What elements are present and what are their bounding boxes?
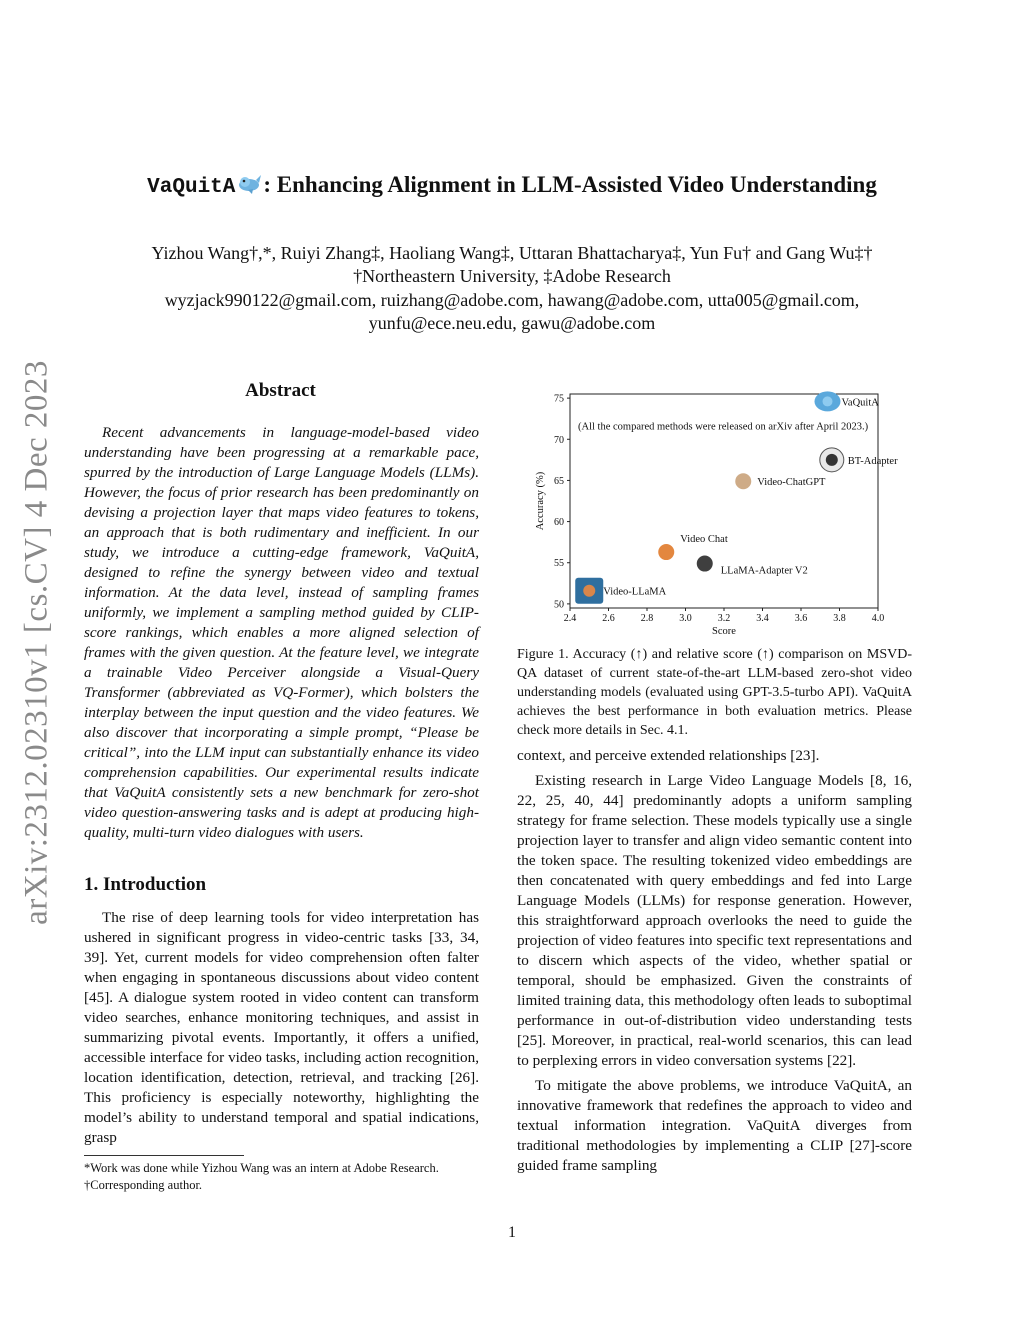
author-list: Yizhou Wang†,*, Ruiyi Zhang‡, Haoliang Wang‡, Uttaran Bhattacharya‡, Yun Fu† and Gang Wu‡† <box>151 243 873 263</box>
abstract-body <box>84 423 479 843</box>
data-point <box>658 544 674 560</box>
data-point-label: BT-Adapter <box>847 455 898 467</box>
y-tick-label: 75 <box>554 393 564 405</box>
intro-paragraph-2: Existing research in Large Video Language Models [8, 16, 22, 25, 40, 44] predominantly adopts a uniform sampling strategy for frame selection. These models typically use a single projection layer to transfer and align video semantic content into the token space. The resulting tokenized video embeddings are then concatenated with query embeddings and fed into Large Language Models (LLMs) for response generation. However, this straightforward approach overlooks the need to guide the projection of video features into specific text representations and to discern which aspects of the video, whether spatial or temporal, should be emphasized. Given the constraints of limited training data, this methodology often leads to suboptimal performance in out-of-distribution video understanding tests [25]. Moreover, in practical, real-world scenarios, this can lead to perplexing errors in video conversation systems [22]. <box>517 772 912 1069</box>
title-subtitle: : Enhancing Alignment in LLM-Assisted Video Understanding <box>263 172 877 197</box>
y-tick-label: 65 <box>554 475 564 487</box>
footnote-intern: *Work was done while Yizhou Wang was an intern at Adobe Research. <box>84 1161 439 1175</box>
chart-y-axis-label: Accuracy (%) <box>535 471 546 531</box>
chart-annotation: (All the compared methods were released on arXiv after April 2023.) <box>578 421 869 433</box>
intro-continuation: context, and perceive extended relationships [23]. <box>517 747 820 764</box>
x-tick-label: 4.0 <box>871 613 885 624</box>
data-point <box>583 585 595 597</box>
x-tick-label: 3.6 <box>794 613 808 624</box>
intro-paragraph-1: The rise of deep learning tools for video interpretation has ushered in significant progress in video-centric tasks [33, 34, 39]. Yet, current models for video comprehension often falter when engaging in spontaneous discussions about video content [45]. A dialogue system rooted in video content can transform video searches, enhance monitoring techniques, and assist in summarizing pivotal events. Importantly, it offers a unified, accessible interface for video tasks, including action recognition, location identification, detection, retrieval, and tracking [26]. This proficiency is especially noteworthy, highlighting the model’s ability to understand temporal and spatial indications, grasp <box>84 909 479 1146</box>
y-tick-label: 70 <box>554 434 564 446</box>
data-point-label: VaQuitA <box>841 397 879 409</box>
footnote-corresponding: †Corresponding author. <box>84 1178 203 1192</box>
intro-paragraph-3: To mitigate the above problems, we introduce VaQuitA, an innovative framework that redefines the approach to video and textual information integration. VaQuitA diverges from traditional methodologies by implementing a CLIP [27]-score guided frame sampling <box>517 1077 912 1174</box>
affiliations: †Northeastern University, ‡Adobe Research <box>353 266 671 286</box>
data-point <box>826 454 838 466</box>
dolphin-logo-icon <box>236 173 262 195</box>
x-tick-label: 3.2 <box>717 613 731 624</box>
x-tick-label: 3.8 <box>833 613 846 624</box>
paper-title <box>60 172 964 199</box>
title-tool-name: VaQuitA <box>147 176 236 199</box>
data-point <box>697 556 713 572</box>
x-tick-label: 3.4 <box>756 613 769 624</box>
figure-1-scatter-chart <box>530 386 898 644</box>
x-tick-label: 2.8 <box>640 613 654 624</box>
introduction-left-column <box>84 908 479 1148</box>
figure-1-caption: Figure 1. Accuracy (↑) and relative score (↑) comparison on MSVD-QA dataset of current state-of-the-art LLM-based zero-shot video understanding models (evaluated using GPT-3.5-turbo API). VaQuitA achieves the best performance in both evaluation metrics. Please check more details in Sec. 4.1. <box>517 647 912 738</box>
section-heading-introduction: 1. Introduction <box>84 874 207 895</box>
data-point-label: Video Chat <box>680 534 728 546</box>
abstract-paragraph: Recent advancements in language-model-based video understanding have been progressing at a remarkable pace, spurred by the introduction of Large Language Models (LLMs). However, the focus of prior research has been predominantly on devising a projection layer that maps video features to tokens, an approach that is both rudimentary and inefficient. In our study, we introduce a cutting-edge framework, VaQuitA, designed to refine the synergy between video and textual information. At the data level, instead of sampling frames uniformly, we implement a sampling method guided by CLIP-score rankings, which enables a more aligned selection of frames with the given question. At the feature level, we integrate a trainable Video Perceiver alongside a Visual-Query Transformer (abbreviated as VQ-Former), which bolsters the interplay between the input question and the video features. We also discover that incorporating a simple prompt, “Please be critical”, into the LLM input can substantially enhance its video comprehension capabilities. Our experimental results indicate that VaQuitA consistently sets a new benchmark for zero-shot video question-answering tasks and is adept at producing high-quality, multi-turn video dialogues with users. <box>84 424 479 841</box>
footnote-divider <box>84 1155 244 1156</box>
y-tick-label: 60 <box>554 517 564 529</box>
y-tick-label: 55 <box>554 558 564 570</box>
x-tick-label: 3.0 <box>679 613 692 624</box>
author-emails-line-1: wyzjack990122@gmail.com, ruizhang@adobe.com, hawang@adobe.com, utta005@gmail.com, <box>164 290 860 310</box>
data-point <box>735 473 751 489</box>
footnotes <box>84 1160 484 1194</box>
page-number: 1 <box>508 1224 516 1241</box>
x-tick-label: 2.6 <box>602 613 615 624</box>
y-tick-label: 50 <box>554 599 564 611</box>
x-tick-label: 2.4 <box>563 613 577 624</box>
chart-x-axis-label: Score <box>712 626 736 637</box>
author-emails-line-2: yunfu@ece.neu.edu, gawu@adobe.com <box>368 313 656 333</box>
introduction-right-column <box>517 746 912 1181</box>
data-point-label: LLaMA-Adapter V2 <box>720 565 808 577</box>
abstract-heading: Abstract <box>245 380 316 401</box>
data-point-label: Video-LLaMA <box>603 586 667 598</box>
arxiv-identifier-stamp: arXiv:2312.02310v1 [cs.CV] 4 Dec 2023 <box>18 360 55 925</box>
data-point-label: Video-ChatGPT <box>757 477 826 489</box>
data-point <box>823 396 833 406</box>
